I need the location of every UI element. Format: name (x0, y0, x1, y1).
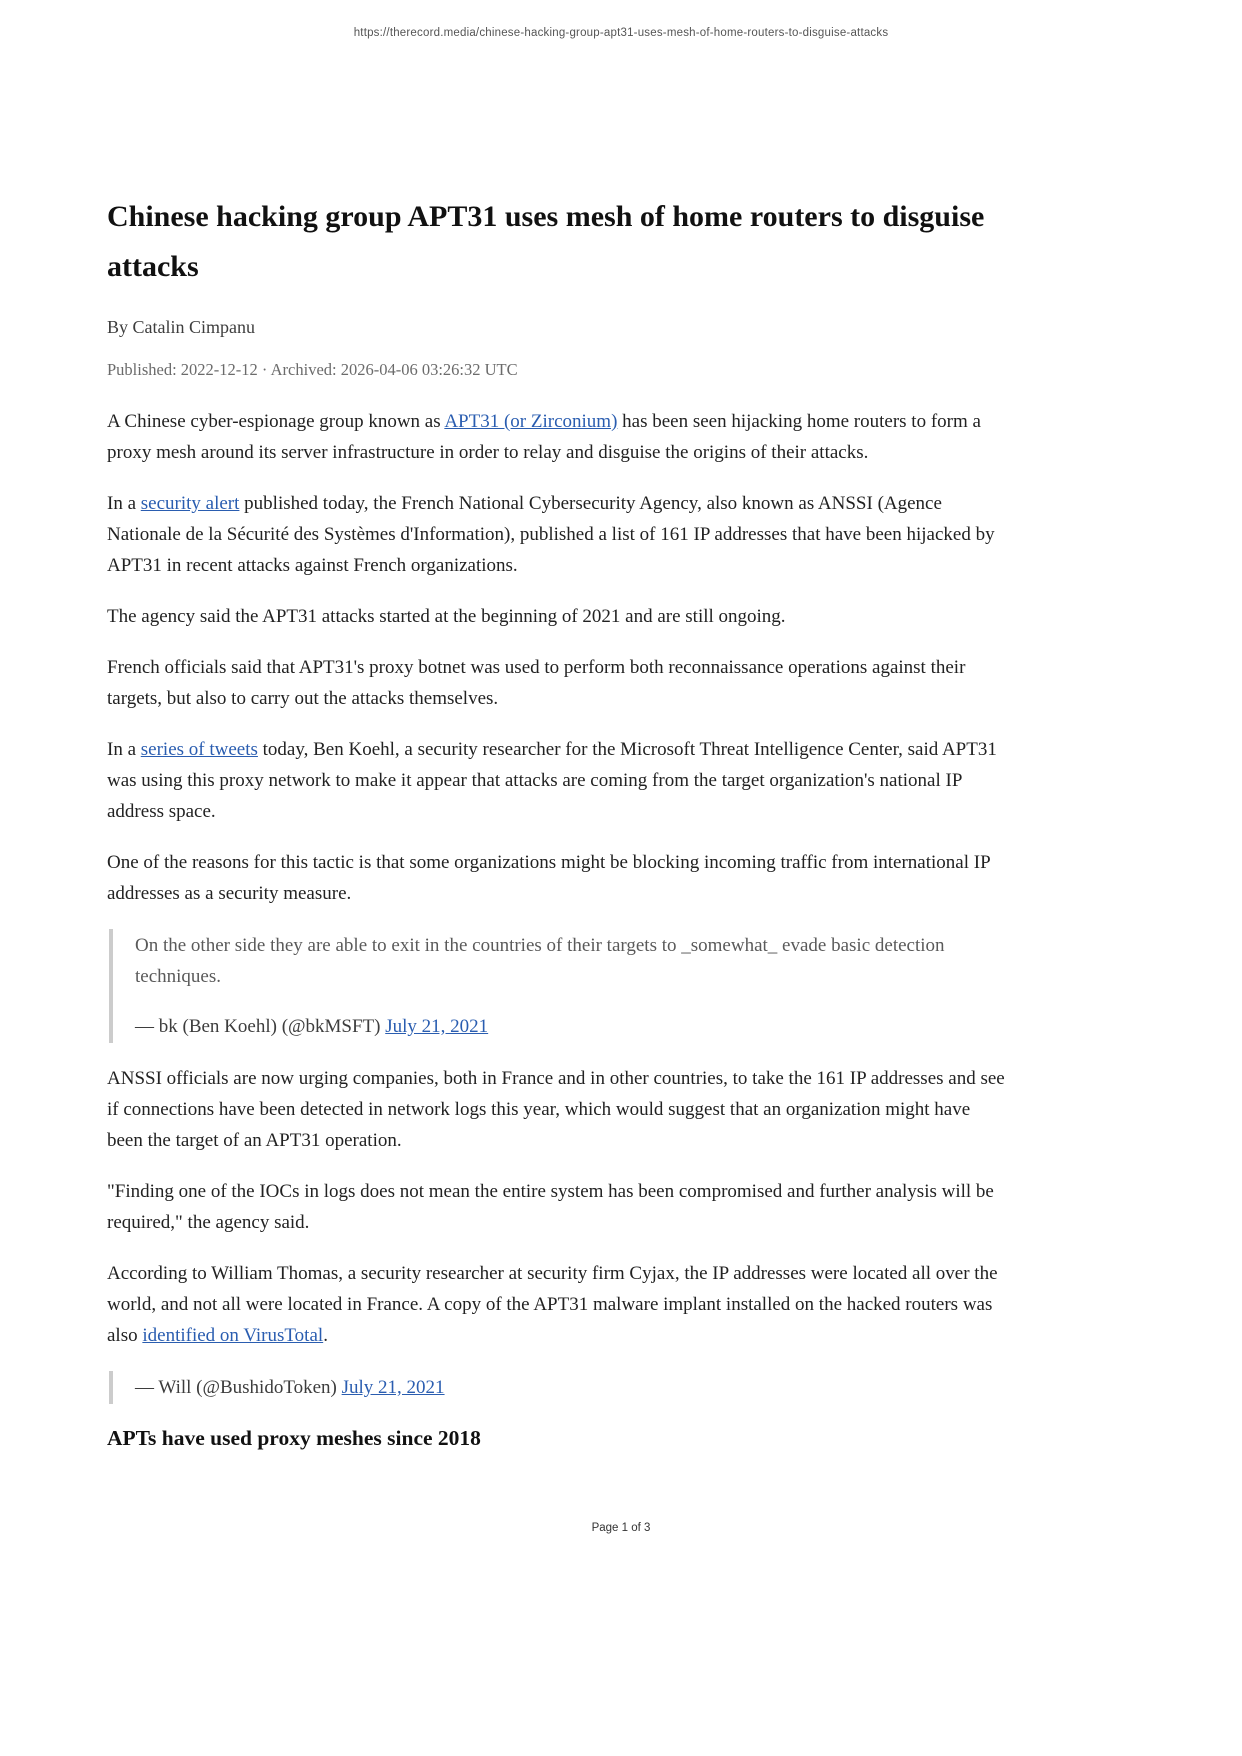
tweet-attribution (135, 1011, 1005, 1042)
paragraph-5 (107, 734, 1005, 827)
series-of-tweets-link[interactable]: series of tweets (140, 739, 258, 760)
paragraph-2 (107, 488, 1005, 581)
paragraph-1 (107, 406, 1005, 468)
article-title: Chinese hacking group APT31 uses mesh of home routers to disguise attacks (107, 200, 985, 283)
tweet-attribution (135, 1372, 1005, 1403)
paragraph-8: "Finding one of the IOCs in logs does not mean the entire system has been compromised and further analysis will be required," the agency said. (107, 1181, 994, 1233)
tweet-author: — Will (@BushidoToken) (135, 1377, 342, 1398)
byline: By Catalin Cimpanu (107, 317, 255, 337)
page-source-url: https://therecord.media/chinese-hacking-group-apt31-uses-mesh-of-home-routers-to-disguise-attacks (353, 27, 889, 39)
tweet-date-link[interactable]: July 21, 2021 (341, 1377, 445, 1398)
virustotal-link[interactable]: identified on VirusTotal (142, 1325, 324, 1346)
paragraph-text: today, Ben Koehl, a security researcher for the Microsoft Threat Intelligence Center, said APT31 was using this proxy network to make it appear that attacks are coming from the target organization's national IP address space. (107, 739, 997, 822)
paragraph-6: One of the reasons for this tactic is that some organizations might be blocking incoming traffic from international IP addresses as a security measure. (107, 852, 990, 904)
paragraph-4: French officials said that APT31's proxy botnet was used to perform both reconnaissance operations against their targets, but also to carry out the attacks themselves. (107, 657, 966, 709)
paragraph-text: has been seen hijacking home routers to form a proxy mesh around its server infrastructure in order to relay and disguise the origins of their attacks. (107, 411, 981, 463)
paragraph-text: According to William Thomas, a security researcher at security firm Cyjax, the IP addresses were located all over the world, and not all were located in France. A copy of the APT31 malware implant installed on the hacked routers was also (107, 1263, 998, 1346)
paragraph-text: A Chinese cyber-espionage group known as (107, 411, 445, 432)
tweet-date-link[interactable]: July 21, 2021 (385, 1016, 489, 1037)
section-subheading: APTs have used proxy meshes since 2018 (107, 1426, 481, 1450)
tweet-author: — bk (Ben Koehl) (@bkMSFT) (135, 1016, 386, 1037)
apt31-zirconium-link[interactable]: APT31 (or Zirconium) (444, 411, 618, 432)
security-alert-link[interactable]: security alert (140, 493, 240, 514)
paragraph-9 (107, 1258, 1005, 1351)
paragraph-text: published today, the French National Cybersecurity Agency, also known as ANSSI (Agence Nationale de la Sécurité des Systèmes d'Information), published a list of 161 IP addresses that have been hijacked by APT31 in recent attacks against French organizations. (107, 493, 995, 576)
paragraph-text: . (323, 1325, 328, 1346)
article (107, 192, 1005, 1452)
tweet-quote-1 (109, 929, 1005, 1043)
paragraph-3: The agency said the APT31 attacks started at the beginning of 2021 and are still ongoing. (107, 606, 786, 627)
publish-archive-meta: Published: 2022-12-12 · Archived: 2026-04-06 03:26:32 UTC (107, 360, 518, 379)
page-number: Page 1 of 3 (591, 1522, 651, 1534)
paragraph-text: In a (107, 493, 141, 514)
paragraph-7: ANSSI officials are now urging companies, both in France and in other countries, to take the 161 IP addresses and see if connections have been detected in network logs this year, which would suggest that an organization might have been the target of an APT31 operation. (107, 1068, 1005, 1151)
paragraph-text: In a (107, 739, 141, 760)
tweet-quote-2 (109, 1371, 1005, 1404)
tweet-quote-text: On the other side they are able to exit in the countries of their targets to _somewhat_ evade basic detection techniques. (135, 935, 945, 987)
